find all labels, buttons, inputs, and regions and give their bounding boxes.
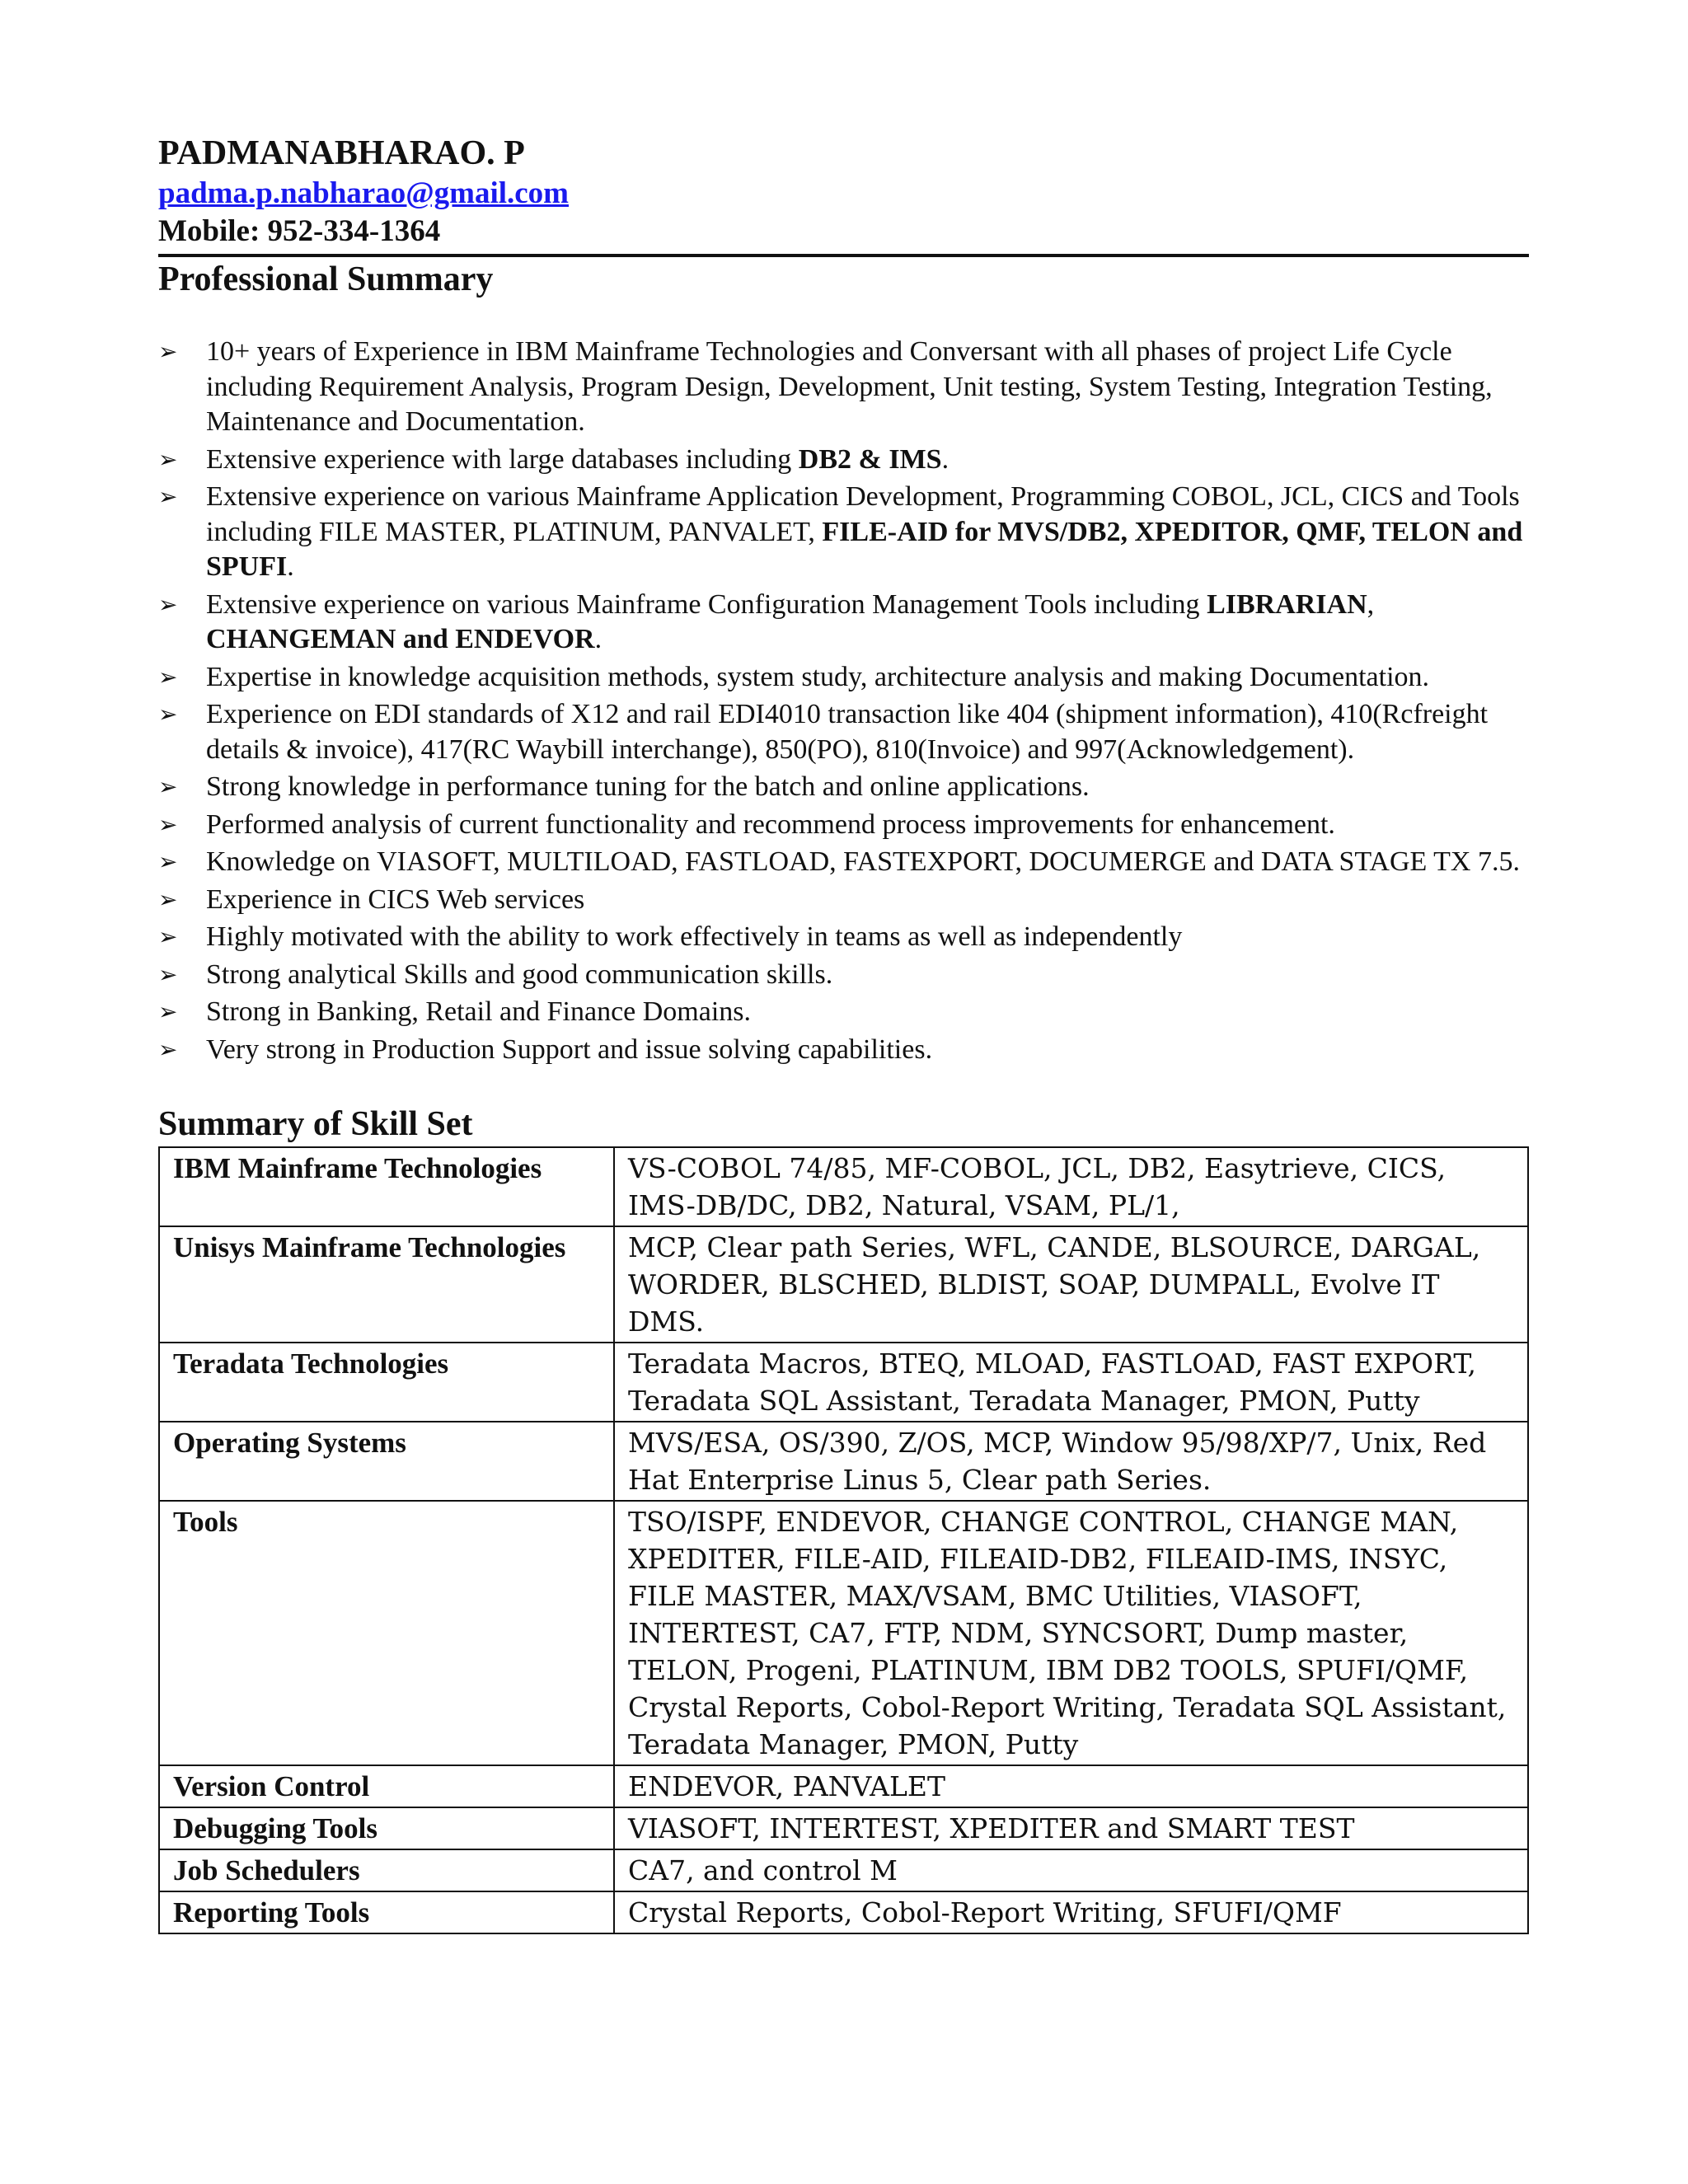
arrowhead-bullet-icon: ➢ xyxy=(158,701,178,728)
candidate-name: PADMANABHARAO. P xyxy=(158,134,525,172)
summary-item-bold-text: CHANGEMAN and ENDEVOR xyxy=(206,624,595,654)
skill-set-table xyxy=(158,1146,1529,1934)
summary-item xyxy=(158,443,1529,478)
summary-item xyxy=(158,845,1529,880)
mobile-number: Mobile: 952-334-1364 xyxy=(158,214,441,248)
skill-values: VS-COBOL 74/85, MF-COBOL, JCL, DB2, Easytrieve, CICS, IMS-DB/DC, DB2, Natural, VSAM, PL/1, xyxy=(614,1147,1528,1226)
arrowhead-bullet-icon: ➢ xyxy=(158,663,178,691)
summary-item xyxy=(158,335,1529,440)
arrowhead-bullet-icon: ➢ xyxy=(158,848,178,875)
summary-item-text: . xyxy=(594,624,603,654)
arrowhead-bullet-icon: ➢ xyxy=(158,1035,178,1063)
arrowhead-bullet-icon: ➢ xyxy=(158,923,178,950)
skill-row xyxy=(159,1807,1528,1849)
skill-row xyxy=(159,1891,1528,1933)
arrowhead-bullet-icon: ➢ xyxy=(158,590,178,618)
summary-item xyxy=(158,697,1529,767)
summary-item xyxy=(158,958,1529,993)
summary-item xyxy=(158,995,1529,1030)
arrowhead-bullet-icon: ➢ xyxy=(158,885,178,913)
summary-item-text: , xyxy=(1367,588,1375,620)
summary-item xyxy=(158,770,1529,805)
skill-set-title: Summary of Skill Set xyxy=(158,1105,473,1143)
arrowhead-bullet-icon: ➢ xyxy=(158,338,178,365)
arrowhead-bullet-icon: ➢ xyxy=(158,810,178,838)
summary-item-text: Experience in CICS Web services xyxy=(206,883,585,915)
skill-category: Tools xyxy=(159,1501,614,1765)
summary-item xyxy=(158,588,1529,658)
skill-category: Operating Systems xyxy=(159,1422,614,1501)
summary-item-text: Very strong in Production Support and issue solving capabilities. xyxy=(206,1033,933,1065)
arrowhead-bullet-icon: ➢ xyxy=(158,960,178,988)
summary-item-text: Strong in Banking, Retail and Finance Domains. xyxy=(206,996,752,1027)
summary-item-text: Highly motivated with the ability to work effectively in teams as well as independently xyxy=(206,921,1183,952)
summary-item-bold-text: DB2 & IMS xyxy=(798,443,942,475)
skill-values: Crystal Reports, Cobol-Report Writing, SFUFI/QMF xyxy=(614,1891,1528,1933)
summary-item-text: Knowledge on VIASOFT, MULTILOAD, FASTLOAD, FASTEXPORT, DOCUMERGE and DATA STAGE TX 7.5. xyxy=(206,846,1520,877)
skill-values: ENDEVOR, PANVALET xyxy=(614,1765,1528,1807)
skill-values: VIASOFT, INTERTEST, XPEDITER and SMART TEST xyxy=(614,1807,1528,1849)
summary-item-bold-text: FILE-AID for MVS/DB2, XPEDITOR, QMF, TELON and SPUFI xyxy=(206,516,1523,582)
arrowhead-bullet-icon: ➢ xyxy=(158,998,178,1025)
summary-item-text: . xyxy=(287,551,294,582)
summary-item-text: Strong knowledge in performance tuning for the batch and online applications. xyxy=(206,771,1090,802)
professional-summary-list xyxy=(158,335,1529,1067)
skill-values: CA7, and control M xyxy=(614,1849,1528,1891)
skill-category: Job Schedulers xyxy=(159,1849,614,1891)
arrowhead-bullet-icon: ➢ xyxy=(158,445,178,473)
skill-category: Version Control xyxy=(159,1765,614,1807)
summary-item xyxy=(158,808,1529,843)
summary-item-text: Expertise in knowledge acquisition methods, system study, architecture analysis and making Documentation. xyxy=(206,661,1430,692)
summary-item-text: 10+ years of Experience in IBM Mainframe Technologies and Conversant with all phases of project Life Cycle including Requirement Analysis, Program Design, Development, Unit testing, System Testing, Integration Testing, Maintenance and Documentation. xyxy=(206,336,1493,437)
skill-category: Teradata Technologies xyxy=(159,1343,614,1422)
summary-item-text: . xyxy=(941,443,950,475)
skill-category: Debugging Tools xyxy=(159,1807,614,1849)
summary-item-text: Performed analysis of current functionality and recommend process improvements for enhancement. xyxy=(206,808,1335,840)
resume-page xyxy=(158,132,1529,1934)
summary-item-text: Extensive experience with large databases including xyxy=(206,443,799,475)
summary-item xyxy=(158,1033,1529,1068)
summary-item-bold-text: LIBRARIAN xyxy=(1207,588,1367,620)
skill-category: Reporting Tools xyxy=(159,1891,614,1933)
summary-item xyxy=(158,480,1529,585)
summary-item-text: Strong analytical Skills and good communication skills. xyxy=(206,958,833,990)
skill-row xyxy=(159,1765,1528,1807)
summary-item xyxy=(158,660,1529,696)
summary-item xyxy=(158,920,1529,955)
summary-item-text: Extensive experience on various Mainframe Configuration Management Tools including xyxy=(206,588,1207,620)
skill-row xyxy=(159,1849,1528,1891)
skill-row xyxy=(159,1422,1528,1501)
skill-values: TSO/ISPF, ENDEVOR, CHANGE CONTROL, CHANGE MAN, XPEDITER, FILE-AID, FILEAID-DB2, FILEAID-IMS, INSYC, FILE MASTER, MAX/VSAM, BMC Utilities, VIASOFT, INTERTEST, CA7, FTP, NDM, SYNCSORT, Dump master, TELON, Progeni, PLATINUM, IBM DB2 TOOLS, SPUFI/QMF, Crystal Reports, Cobol-Report Writing, Teradata SQL Assistant, Teradata Manager, PMON, Putty xyxy=(614,1501,1528,1765)
summary-item-text: Extensive experience on various Mainframe Application Development, Programming COBOL, JCL, CICS and Tools including FILE MASTER, PLATINUM, PANVALET, xyxy=(206,481,1520,547)
skill-row xyxy=(159,1343,1528,1422)
email-link[interactable]: padma.p.nabharao@gmail.com xyxy=(158,176,570,210)
professional-summary-title: Professional Summary xyxy=(158,260,494,298)
skill-row xyxy=(159,1501,1528,1765)
skill-values: Teradata Macros, BTEQ, MLOAD, FASTLOAD, FAST EXPORT, Teradata SQL Assistant, Teradata Manager, PMON, Putty xyxy=(614,1343,1528,1422)
skill-values: MCP, Clear path Series, WFL, CANDE, BLSOURCE, DARGAL, WORDER, BLSCHED, BLDIST, SOAP, DUMPALL, Evolve IT DMS. xyxy=(614,1226,1528,1343)
summary-item xyxy=(158,883,1529,918)
skill-row xyxy=(159,1226,1528,1343)
arrowhead-bullet-icon: ➢ xyxy=(158,773,178,800)
arrowhead-bullet-icon: ➢ xyxy=(158,483,178,510)
skill-row xyxy=(159,1147,1528,1226)
skill-category: IBM Mainframe Technologies xyxy=(159,1147,614,1226)
skill-category: Unisys Mainframe Technologies xyxy=(159,1226,614,1343)
skill-values: MVS/ESA, OS/390, Z/OS, MCP, Window 95/98/XP/7, Unix, Red Hat Enterprise Linus 5, Clear path Series. xyxy=(614,1422,1528,1501)
summary-item-text: Experience on EDI standards of X12 and rail EDI4010 transaction like 404 (shipment information), 410(Rcfreight details & invoice), 417(RC Waybill interchange), 850(PO), 810(Invoice) and 997(Acknowledgement). xyxy=(206,699,1489,765)
